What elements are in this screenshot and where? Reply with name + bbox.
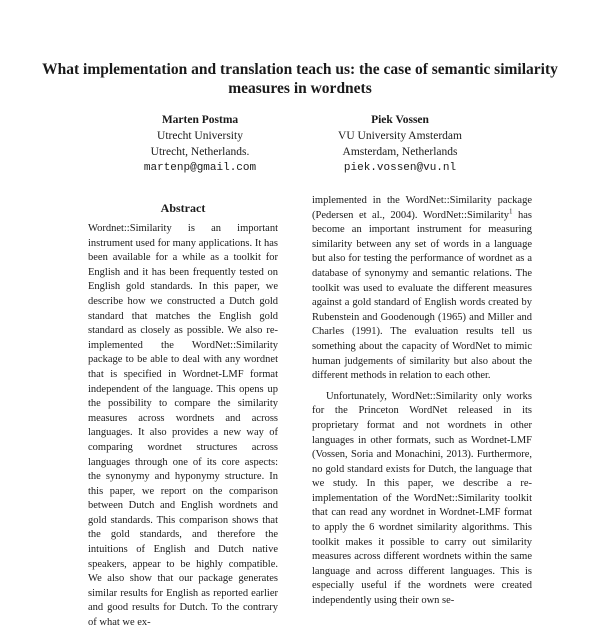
author-name: Piek Vossen — [371, 114, 429, 126]
intro-column — [312, 194, 532, 609]
intro-text: implemented in the WordNet::Similarity package (Pedersen et al., 2004). WordNet::Similarity — [312, 195, 532, 221]
author-location: Utrecht, Netherlands. — [150, 146, 250, 158]
intro-text: has become an important instrument for measuring similarity between any set of words in a language but also for testing the performance of wordnet as a database of synonymy and semantic relations. The toolkit was used to evaluate the different measures against a gold standard of English words created by Rubenstein and Goodenough (1965) and Miller and Charles (1991). The evaluation results tell us something about the capacity of WordNet to mimic human judgements of similarity but also about the different methods in relation to each other. — [312, 209, 532, 382]
paper-title: What implementation and translation teach us: the case of semantic similarity measures in wordnets — [42, 61, 558, 97]
author-affiliation: VU University Amsterdam — [338, 130, 462, 142]
author-location: Amsterdam, Netherlands — [342, 146, 458, 158]
author-email: piek.vossen@vu.nl — [343, 162, 457, 174]
abstract-paragraph: Wordnet::Similarity is an important instrument used for many applications. It has been available for a while as a toolkit for English and it has been frequently tested on English gold standards. In this paper, we describe how we constructed a Dutch gold standard that matches the English gold standard as closely as possible. We also re-implemented the WordNet::Similarity package to be able to deal with any wordnet that is specified in Wordnet-LMF format independent of the language. This opens up the possibility to compare the similarity measures across wordnets and across languages. It also provides a new way of comparing wordnet structures across languages through one of its core aspects: the synonymy and hyponymy structure. In this paper, we report on the comparison between Dutch and English wordnets and gold standards. This comparison shows that the gold standards, and therefore the intuitions of English and Dutch native speakers, appear to be highly compatible. We also show that our package generates similar results for English as reported earlier and good results for Dutch. To the contrary of what we ex- — [88, 223, 278, 629]
author-email: martenp@gmail.com — [143, 162, 257, 174]
author-block-1 — [105, 112, 295, 176]
intro-paragraph-2: Unfortunately, WordNet::Similarity only works for the Princeton WordNet released in its proprietary format and not wordnets in other languages in other formats, such as Wordnet-LMF (Vossen, Soria and Monachini, 2013). Furthermore, no gold standard exists for Dutch, the language that we study. In this paper, we describe a re-implementation of the WordNet::Similarity toolkit that can read any wordnet in Wordnet-LMF format to apply the 6 wordnet similarity algorithms. This toolkit makes it possible to carry out similarity measures across different wordnets within the same language and across different languages. This is especially useful if the wordnets were created independently using their own se- — [312, 390, 532, 607]
footnote-marker: 1 — [508, 207, 513, 216]
abstract-heading: Abstract — [160, 201, 206, 215]
author-affiliation: Utrecht University — [157, 130, 243, 142]
abstract-body — [88, 222, 278, 631]
intro-paragraph-1 — [312, 194, 532, 384]
author-name: Marten Postma — [161, 114, 239, 126]
author-block-2 — [305, 112, 495, 176]
